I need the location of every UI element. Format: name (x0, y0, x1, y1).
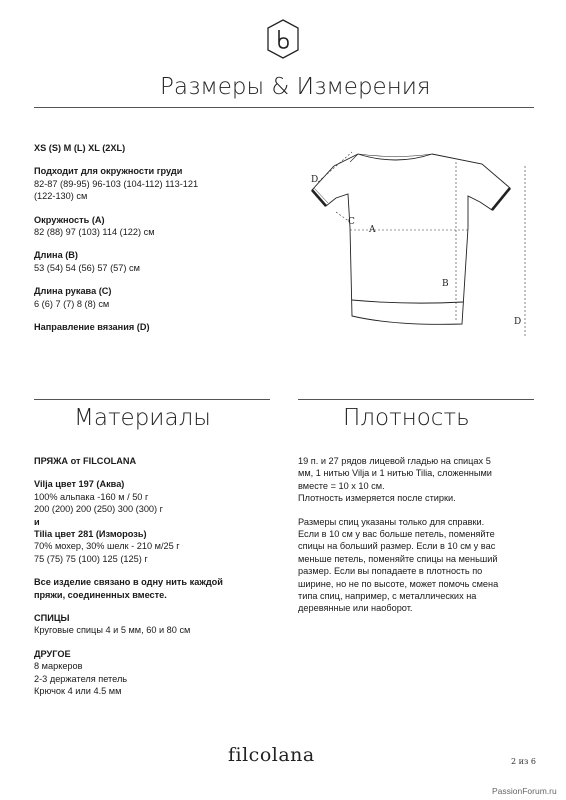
gauge-text: вместе = 10 x 10 см. (298, 480, 385, 491)
vilja-name: Vilja цвет 197 (Аква) (34, 479, 125, 490)
gauge-note: меньше петель, поменяйте спицы на меньший (298, 553, 498, 564)
yarn-note-2: пряжи, соединенных вместе. (34, 589, 167, 600)
tilia-name: Tilia цвет 281 (Изморозь) (34, 529, 147, 540)
sleeve-value: 6 (6) 7 (7) 8 (8) см (34, 298, 110, 309)
materials-divider (34, 399, 270, 400)
sizes-line: XS (S) M (L) XL (2XL) (34, 143, 126, 153)
page-number: 2 из 6 (511, 757, 536, 766)
measure-label-d-side: D (514, 317, 522, 327)
gauge-note: типа спиц, например, с металлических на (298, 591, 477, 602)
header-divider (34, 107, 534, 108)
circumference-label: Окружность (A) (34, 214, 105, 225)
yarn-heading: ПРЯЖА от FILCOLANA (34, 456, 137, 466)
gauge-note: Размеры спиц указаны только для справки. (298, 516, 485, 527)
gauge-note: ширине, но не по высоте, может помочь смена (298, 578, 499, 589)
page-title: Размеры & Измерения (160, 74, 431, 100)
gauge-text: мм, 1 нитью Vilja и 1 нитью Tilia, сложенными (298, 468, 492, 479)
fit-value-2: (122-130) см (34, 191, 88, 202)
needles-value: Круговые спицы 4 и 5 мм, 60 и 80 см (34, 625, 191, 636)
measure-label-d-top: D (311, 175, 319, 185)
fit-label: Подходит для окружности груди (34, 166, 183, 177)
length-value: 53 (54) 54 (56) 57 (57) см (34, 262, 140, 273)
measure-label-a: A (369, 225, 376, 235)
sizes-section (34, 142, 274, 333)
other-heading: ДРУГОЕ (34, 648, 71, 659)
other-item: Крючок 4 или 4.5 мм (34, 686, 122, 697)
direction-label: Направление вязания (D) (34, 322, 150, 333)
yarn-note-1: Все изделие связано в одну нить каждой (34, 577, 223, 588)
sleeve-label: Длина рукава (C) (34, 286, 112, 297)
tilia-description: 70% мохер, 30% шелк - 210 м/25 г (34, 541, 180, 552)
gauge-note: размер. Если вы попадаете в плотность по (298, 566, 483, 577)
garment-schematic (296, 140, 536, 340)
measure-label-c: C (348, 217, 355, 227)
gauge-note: спицы на больший размер. Если в 10 см у вас (298, 541, 496, 552)
gauge-text: 19 п. и 27 рядов лицевой гладью на спицах 5 (298, 456, 491, 466)
circumference-value: 82 (88) 97 (103) 114 (122) см (34, 227, 155, 238)
other-item: 8 маркеров (34, 661, 83, 672)
brand-wordmark: filcolana (228, 744, 315, 766)
gauge-divider (298, 399, 534, 400)
tilia-quantity: 75 (75) 75 (100) 125 (125) г (34, 553, 148, 564)
gauge-note: Если в 10 см у вас больше петель, поменяйте (298, 529, 495, 540)
watermark: PassionForum.ru (492, 786, 557, 796)
gauge-section (298, 455, 538, 615)
vilja-quantity: 200 (200) 200 (250) 300 (300) г (34, 504, 163, 515)
length-label: Длина (B) (34, 250, 78, 261)
needles-heading: СПИЦЫ (34, 613, 70, 624)
materials-section (34, 455, 284, 698)
sweater-outline (312, 154, 510, 324)
other-item: 2-3 держателя петель (34, 673, 128, 684)
gauge-text: Плотность измеряется после стирки. (298, 493, 456, 504)
gauge-title: Плотность (343, 405, 470, 431)
fit-value-1: 82-87 (89-95) 96-103 (104-112) 113-121 (34, 178, 199, 189)
brand-logo-icon (266, 19, 300, 59)
measure-label-b: B (442, 279, 449, 289)
and-text: и (34, 516, 40, 527)
vilja-description: 100% альпака -160 м / 50 г (34, 491, 149, 502)
gauge-note: деревянные или наоборот. (298, 603, 413, 614)
materials-title: Материалы (74, 405, 211, 431)
